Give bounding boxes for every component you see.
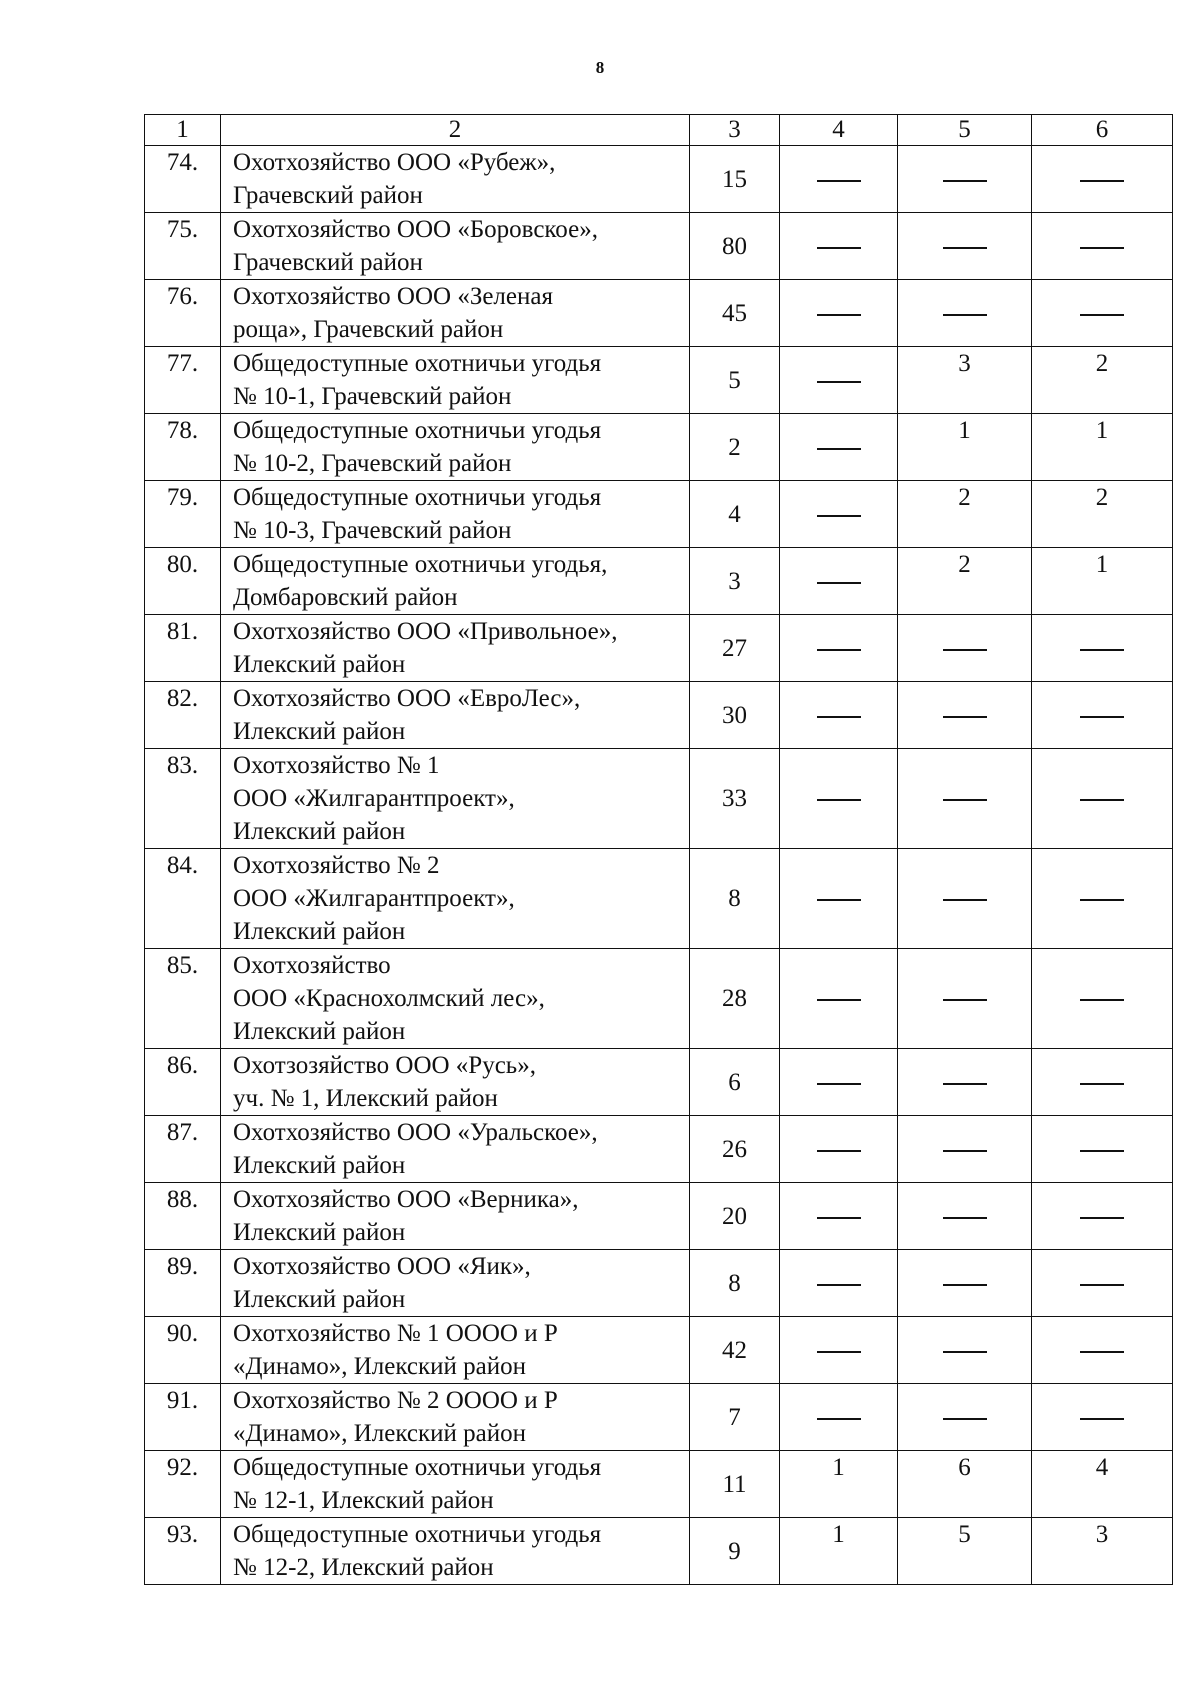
dash-mark [1080, 1217, 1124, 1219]
dash-mark [817, 1284, 861, 1286]
hunting-ground-name [221, 749, 690, 849]
col3-value: 9 [690, 1518, 780, 1585]
dash-mark [817, 649, 861, 651]
dash-mark [943, 999, 987, 1001]
row-number: 81. [145, 615, 221, 682]
c6-value [1032, 280, 1173, 347]
col3-value: 6 [690, 1049, 780, 1116]
dash-mark [943, 1217, 987, 1219]
table-row [145, 749, 1173, 849]
hunting-ground-name [221, 280, 690, 347]
name-line: Илекский район [233, 1018, 406, 1045]
table-row [145, 548, 1173, 615]
col3-value: 4 [690, 481, 780, 548]
name-line: Охотхозяйство № 2 ОООО и Р [233, 1387, 558, 1414]
dash-mark [943, 1418, 987, 1420]
table-row [145, 347, 1173, 414]
c5-value [898, 615, 1032, 682]
c4-value [780, 347, 898, 414]
name-line: Илекский район [233, 818, 406, 845]
name-line: № 10-2, Грачевский район [233, 450, 512, 477]
dash-mark [1080, 1150, 1124, 1152]
c4-value [780, 1250, 898, 1317]
dash-mark [817, 314, 861, 316]
name-line: Охотхозяйство [233, 952, 391, 979]
header-cell: 2 [221, 115, 690, 146]
name-line: Охотхозяйство ООО «Яик», [233, 1253, 531, 1280]
name-line: Общедоступные охотничьи угодья [233, 1521, 602, 1548]
name-line: Домбаровский район [233, 584, 458, 611]
hunting-ground-name [221, 615, 690, 682]
table-row [145, 615, 1173, 682]
name-line: Охотхозяйство ООО «Боровское», [233, 216, 598, 243]
table-row [145, 1049, 1173, 1116]
name-line: уч. № 1, Илекский район [233, 1085, 498, 1112]
name-line: Илекский район [233, 718, 406, 745]
dash-mark [817, 799, 861, 801]
name-line: Охотхозяйство № 2 [233, 852, 440, 879]
table-row [145, 280, 1173, 347]
c5-value [898, 280, 1032, 347]
name-line: ООО «Жилгарантпроект», [233, 785, 515, 812]
row-number: 84. [145, 849, 221, 949]
dash-mark [817, 180, 861, 182]
c5-value [898, 213, 1032, 280]
name-line: Илекский район [233, 651, 406, 678]
hunting-ground-name [221, 548, 690, 615]
row-number: 79. [145, 481, 221, 548]
dash-mark [817, 716, 861, 718]
col3-value: 15 [690, 146, 780, 213]
dash-mark [943, 314, 987, 316]
hunting-ground-name [221, 1116, 690, 1183]
row-number: 93. [145, 1518, 221, 1585]
table-row [145, 1183, 1173, 1250]
table-row [145, 481, 1173, 548]
dash-mark [1080, 1418, 1124, 1420]
c6-value: 2 [1032, 347, 1173, 414]
c4-value [780, 949, 898, 1049]
c5-value [898, 1317, 1032, 1384]
page-number: 8 [595, 58, 605, 77]
col3-value: 8 [690, 849, 780, 949]
table-row [145, 213, 1173, 280]
name-line: Охотзозяйство ООО «Русь», [233, 1052, 536, 1079]
c4-value: 1 [780, 1518, 898, 1585]
row-number: 75. [145, 213, 221, 280]
dash-mark [943, 1083, 987, 1085]
name-line: Грачевский район [233, 182, 423, 209]
c4-value [780, 1317, 898, 1384]
col3-value: 3 [690, 548, 780, 615]
name-line: Охотхозяйство ООО «ЕвроЛес», [233, 685, 581, 712]
c6-value: 2 [1032, 481, 1173, 548]
name-line: Охотхозяйство ООО «Рубеж», [233, 149, 556, 176]
c5-value [898, 749, 1032, 849]
c5-value: 6 [898, 1451, 1032, 1518]
dash-mark [1080, 799, 1124, 801]
name-line: Охотхозяйство ООО «Верника», [233, 1186, 579, 1213]
name-line: Охотхозяйство № 1 [233, 752, 440, 779]
header-cell: 5 [898, 115, 1032, 146]
dash-mark [943, 1351, 987, 1353]
table-row [145, 1518, 1173, 1585]
c5-value: 2 [898, 548, 1032, 615]
hunting-ground-name [221, 481, 690, 548]
name-line: Общедоступные охотничьи угодья [233, 350, 602, 377]
header-cell: 1 [145, 115, 221, 146]
c5-value [898, 1183, 1032, 1250]
dash-mark [817, 1217, 861, 1219]
row-number: 86. [145, 1049, 221, 1116]
col3-value: 28 [690, 949, 780, 1049]
table-row [145, 1384, 1173, 1451]
name-line: Охотхозяйство ООО «Уральское», [233, 1119, 598, 1146]
name-line: № 10-3, Грачевский район [233, 517, 512, 544]
col3-value: 8 [690, 1250, 780, 1317]
c6-value: 1 [1032, 414, 1173, 481]
row-number: 83. [145, 749, 221, 849]
name-line: Охотхозяйство ООО «Привольное», [233, 618, 618, 645]
header-row [145, 115, 1173, 146]
table-row [145, 1317, 1173, 1384]
table-row [145, 146, 1173, 213]
name-line: Общедоступные охотничьи угодья, [233, 551, 608, 578]
c6-value [1032, 1384, 1173, 1451]
col3-value: 30 [690, 682, 780, 749]
name-line: № 10-1, Грачевский район [233, 383, 512, 410]
table-row [145, 1451, 1173, 1518]
name-line: ООО «Жилгарантпроект», [233, 885, 515, 912]
dash-mark [943, 899, 987, 901]
dash-mark [943, 180, 987, 182]
c6-value [1032, 146, 1173, 213]
name-line: «Динамо», Илекский район [233, 1353, 526, 1380]
c4-value [780, 414, 898, 481]
c6-value [1032, 615, 1173, 682]
name-line: № 12-1, Илекский район [233, 1487, 494, 1514]
col3-value: 7 [690, 1384, 780, 1451]
row-number: 77. [145, 347, 221, 414]
c5-value [898, 949, 1032, 1049]
c4-value [780, 213, 898, 280]
c4-value [780, 1384, 898, 1451]
dash-mark [1080, 999, 1124, 1001]
c4-value [780, 1049, 898, 1116]
row-number: 82. [145, 682, 221, 749]
c4-value [780, 615, 898, 682]
c4-value [780, 682, 898, 749]
hunting-ground-name [221, 1384, 690, 1451]
table-row [145, 682, 1173, 749]
dash-mark [817, 515, 861, 517]
hunting-ground-name [221, 1049, 690, 1116]
hunting-ground-name [221, 1518, 690, 1585]
name-line: Общедоступные охотничьи угодья [233, 417, 602, 444]
col3-value: 26 [690, 1116, 780, 1183]
dash-mark [1080, 314, 1124, 316]
hunting-ground-name [221, 146, 690, 213]
c4-value [780, 749, 898, 849]
table-row [145, 414, 1173, 481]
col3-value: 2 [690, 414, 780, 481]
row-number: 90. [145, 1317, 221, 1384]
hunting-ground-name [221, 414, 690, 481]
c5-value: 5 [898, 1518, 1032, 1585]
table-row [145, 949, 1173, 1049]
hunting-ground-name [221, 849, 690, 949]
header-cell: 6 [1032, 115, 1173, 146]
c5-value [898, 1049, 1032, 1116]
c6-value: 1 [1032, 548, 1173, 615]
dash-mark [1080, 1351, 1124, 1353]
c4-value: 1 [780, 1451, 898, 1518]
name-line: роща», Грачевский район [233, 316, 504, 343]
c5-value: 3 [898, 347, 1032, 414]
name-line: ООО «Краснохолмский лес», [233, 985, 545, 1012]
name-line: Общедоступные охотничьи угодья [233, 1454, 602, 1481]
name-line: Илекский район [233, 1152, 406, 1179]
c6-value [1032, 949, 1173, 1049]
name-line: «Динамо», Илекский район [233, 1420, 526, 1447]
row-number: 89. [145, 1250, 221, 1317]
dash-mark [1080, 180, 1124, 182]
c6-value [1032, 1250, 1173, 1317]
col3-value: 42 [690, 1317, 780, 1384]
c6-value [1032, 749, 1173, 849]
dash-mark [943, 1284, 987, 1286]
header-cell: 3 [690, 115, 780, 146]
row-number: 74. [145, 146, 221, 213]
table-row [145, 1116, 1173, 1183]
hunting-ground-name [221, 1183, 690, 1250]
c5-value [898, 146, 1032, 213]
dash-mark [1080, 649, 1124, 651]
dash-mark [817, 1083, 861, 1085]
c5-value [898, 1384, 1032, 1451]
dash-mark [943, 799, 987, 801]
c6-value: 4 [1032, 1451, 1173, 1518]
c5-value: 1 [898, 414, 1032, 481]
dash-mark [1080, 1083, 1124, 1085]
name-line: Илекский район [233, 918, 406, 945]
c5-value [898, 1250, 1032, 1317]
dash-mark [817, 1418, 861, 1420]
col3-value: 11 [690, 1451, 780, 1518]
c4-value [780, 481, 898, 548]
hunting-ground-name [221, 1250, 690, 1317]
c6-value [1032, 682, 1173, 749]
row-number: 88. [145, 1183, 221, 1250]
c5-value [898, 682, 1032, 749]
dash-mark [817, 1351, 861, 1353]
c6-value [1032, 1183, 1173, 1250]
data-table [144, 114, 1173, 1585]
row-number: 85. [145, 949, 221, 1049]
dash-mark [817, 999, 861, 1001]
c6-value [1032, 1317, 1173, 1384]
col3-value: 33 [690, 749, 780, 849]
dash-mark [817, 1150, 861, 1152]
c6-value [1032, 849, 1173, 949]
col3-value: 27 [690, 615, 780, 682]
c4-value [780, 849, 898, 949]
name-line: Илекский район [233, 1286, 406, 1313]
col3-value: 80 [690, 213, 780, 280]
dash-mark [817, 582, 861, 584]
name-line: Охотхозяйство № 1 ОООО и Р [233, 1320, 558, 1347]
row-number: 80. [145, 548, 221, 615]
dash-mark [1080, 247, 1124, 249]
dash-mark [817, 247, 861, 249]
dash-mark [1080, 716, 1124, 718]
c4-value [780, 1183, 898, 1250]
hunting-ground-name [221, 682, 690, 749]
name-line: Охотхозяйство ООО «Зеленая [233, 283, 553, 310]
col3-value: 45 [690, 280, 780, 347]
c4-value [780, 1116, 898, 1183]
table-row [145, 1250, 1173, 1317]
table-body [145, 115, 1173, 1585]
hunting-ground-name [221, 1451, 690, 1518]
dash-mark [1080, 1284, 1124, 1286]
dash-mark [1080, 899, 1124, 901]
c4-value [780, 280, 898, 347]
hunting-ground-name [221, 347, 690, 414]
c6-value [1032, 1116, 1173, 1183]
row-number: 92. [145, 1451, 221, 1518]
dash-mark [943, 649, 987, 651]
col3-value: 5 [690, 347, 780, 414]
row-number: 87. [145, 1116, 221, 1183]
hunting-ground-name [221, 213, 690, 280]
header-cell: 4 [780, 115, 898, 146]
dash-mark [943, 1150, 987, 1152]
dash-mark [817, 381, 861, 383]
row-number: 91. [145, 1384, 221, 1451]
hunting-ground-name [221, 1317, 690, 1384]
row-number: 76. [145, 280, 221, 347]
dash-mark [943, 716, 987, 718]
name-line: Грачевский район [233, 249, 423, 276]
c6-value: 3 [1032, 1518, 1173, 1585]
c6-value [1032, 213, 1173, 280]
c5-value: 2 [898, 481, 1032, 548]
name-line: № 12-2, Илекский район [233, 1554, 494, 1581]
c5-value [898, 1116, 1032, 1183]
c4-value [780, 146, 898, 213]
dash-mark [817, 448, 861, 450]
dash-mark [817, 899, 861, 901]
dash-mark [943, 247, 987, 249]
name-line: Общедоступные охотничьи угодья [233, 484, 602, 511]
col3-value: 20 [690, 1183, 780, 1250]
name-line: Илекский район [233, 1219, 406, 1246]
c4-value [780, 548, 898, 615]
c6-value [1032, 1049, 1173, 1116]
c5-value [898, 849, 1032, 949]
row-number: 78. [145, 414, 221, 481]
table-row [145, 849, 1173, 949]
hunting-ground-name [221, 949, 690, 1049]
